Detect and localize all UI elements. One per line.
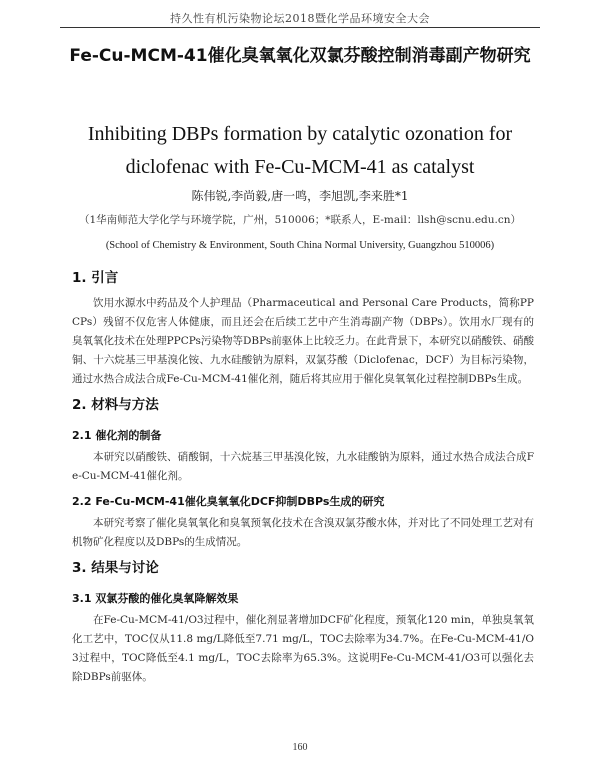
- section-heading-methods: 2. 材料与方法: [72, 397, 159, 413]
- title-chinese: Fe-Cu-MCM-41催化臭氧氧化双氯芬酸控制消毒副产物研究: [69, 46, 531, 66]
- subsection-heading-dbps-study: 2.2 Fe-Cu-MCM-41催化臭氧氧化DCF抑制DBPs生成的研究: [72, 495, 385, 508]
- subsection-heading-degradation: 3.1 双氯芬酸的催化臭氧降解效果: [72, 592, 239, 605]
- subsection-heading-catalyst-prep: 2.1 催化剂的制备: [72, 429, 162, 442]
- author-list: 陈伟锐,李尚毅,唐一鸣，李旭凯,李来胜*1: [191, 189, 409, 203]
- catalyst-prep-paragraph: 本研究以硝酸铁、硝酸铜，十六烷基三甲基溴化铵，九水硅酸钠为原料，通过水热合成法合成Fe-Cu-MCM-41催化剂。: [72, 451, 534, 482]
- degradation-paragraph: 在Fe-Cu-MCM-41/O3过程中，催化剂显著增加DCF矿化程度，预氧化120 min，单独臭氧氧化工艺中，TOC仅从11.8 mg/L降低至7.71 mg/L，TOC去除率为34.7%。在Fe-Cu-MCM-41/O3过程中，TOC降低至4.1 mg/L，TOC去除率为65.3%。这说明Fe-Cu-MCM-41/O3可以强化去除DBPs前驱体。: [72, 614, 534, 683]
- page-number: 160: [292, 742, 308, 753]
- section-heading-introduction: 1. 引言: [72, 270, 119, 286]
- section-heading-results: 3. 结果与讨论: [72, 560, 159, 576]
- title-english: Inhibiting DBPs formation by catalytic ozonation for diclofenac with Fe-Cu-MCM-41 as catalyst: [87, 123, 513, 178]
- affiliation-chinese: （1华南师范大学化学与环境学院，广州，510006；*联系人，E-mail：llsh@scnu.edu.cn）: [78, 214, 522, 226]
- affiliation-english: (School of Chemistry & Environment, South China Normal University, Guangzhou 510006): [105, 240, 495, 251]
- dbps-study-paragraph: 本研究考察了催化臭氧氧化和臭氧预氧化技术在含溴双氯芬酸水体，并对比了不同处理工艺对有机物矿化程度以及DBPs的生成情况。: [72, 517, 534, 548]
- running-header: 持久性有机污染物论坛2018暨化学品环境安全大会: [170, 12, 430, 25]
- header-divider: [60, 27, 540, 28]
- introduction-paragraph: 饮用水源水中药品及个人护理品（Pharmaceutical and Personal Care Products，简称PPCPs）残留不仅危害人体健康，而且还会在后续工艺中产生消毒副产物（DBPs）。饮用水厂现有的臭氧氧化技术在处理PPCPs污染物等DBPs前驱体上比较乏力。在此背景下，本研究以硝酸铁、硝酸铜、十六烷基三甲基溴化铵、九水硅酸钠为原料，双氯芬酸（Diclofenac，DCF）为目标污染物，通过水热合成法合成Fe-Cu-MCM-41催化剂，随后将其应用于催化臭氧氧化过程控制DBPs生成。: [72, 297, 534, 385]
